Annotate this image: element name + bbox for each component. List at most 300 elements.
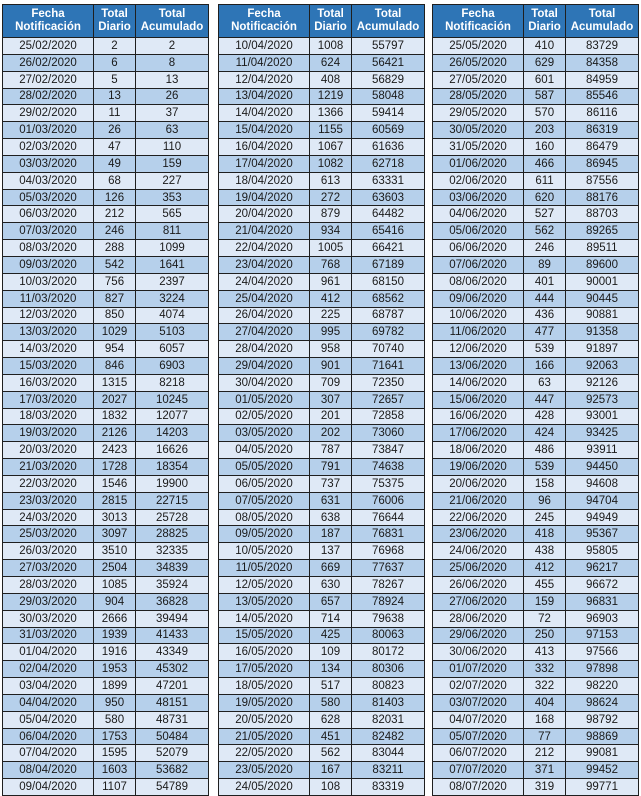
daily-total-cell: 638 <box>310 509 352 526</box>
table-row <box>3 71 209 88</box>
table-row <box>3 374 209 391</box>
cumulative-total-cell: 89511 <box>566 240 639 257</box>
date-cell: 07/07/2020 <box>433 762 524 779</box>
date-cell: 25/06/2020 <box>433 560 524 577</box>
table-row <box>433 307 639 324</box>
daily-total-cell: 288 <box>94 240 136 257</box>
date-cell: 28/05/2020 <box>433 88 524 105</box>
date-cell: 03/03/2020 <box>3 155 94 172</box>
date-cell: 13/06/2020 <box>433 358 524 375</box>
date-cell: 13/03/2020 <box>3 324 94 341</box>
date-cell: 05/03/2020 <box>3 189 94 206</box>
table-row <box>433 105 639 122</box>
table-row <box>219 711 425 728</box>
date-cell: 04/03/2020 <box>3 172 94 189</box>
date-cell: 27/03/2020 <box>3 560 94 577</box>
table-row <box>433 256 639 273</box>
table-row <box>219 172 425 189</box>
daily-total-cell: 332 <box>524 661 566 678</box>
daily-total-cell: 158 <box>524 475 566 492</box>
cumulative-total-cell: 60569 <box>352 122 425 139</box>
daily-total-cell: 89 <box>524 256 566 273</box>
date-cell: 10/03/2020 <box>3 273 94 290</box>
table-row <box>3 694 209 711</box>
cumulative-total-cell: 76831 <box>352 526 425 543</box>
daily-total-cell: 401 <box>524 273 566 290</box>
date-cell: 01/04/2020 <box>3 644 94 661</box>
table-row <box>219 374 425 391</box>
table-row <box>3 745 209 762</box>
table-row <box>219 459 425 476</box>
date-header-line: Fecha <box>247 8 281 20</box>
cumulative-total-cell: 76968 <box>352 543 425 560</box>
daily-total-cell: 202 <box>310 425 352 442</box>
cumulative-total-cell: 95805 <box>566 543 639 560</box>
cumulative-total-cell: 83211 <box>352 762 425 779</box>
table-row <box>3 661 209 678</box>
daily-total-cell: 3097 <box>94 526 136 543</box>
table-row <box>219 189 425 206</box>
table-row <box>219 543 425 560</box>
date-cell: 24/04/2020 <box>219 273 310 290</box>
date-cell: 13/05/2020 <box>219 593 310 610</box>
daily-total-cell: 109 <box>310 644 352 661</box>
daily-total-cell: 2815 <box>94 492 136 509</box>
date-cell: 15/05/2020 <box>219 627 310 644</box>
daily-total-header-line: Total <box>317 8 344 20</box>
cumulative-total-cell: 80306 <box>352 661 425 678</box>
date-cell: 07/03/2020 <box>3 223 94 240</box>
daily-total-cell: 846 <box>94 358 136 375</box>
daily-total-cell: 850 <box>94 307 136 324</box>
daily-total-header <box>310 5 352 38</box>
daily-total-cell: 620 <box>524 189 566 206</box>
table-row <box>219 577 425 594</box>
table-row <box>433 341 639 358</box>
cumulative-total-cell: 92573 <box>566 391 639 408</box>
table-row <box>3 610 209 627</box>
date-cell: 14/06/2020 <box>433 374 524 391</box>
cumulative-total-header-line: Total <box>158 8 186 20</box>
daily-total-cell: 1008 <box>310 38 352 55</box>
date-cell: 25/02/2020 <box>3 38 94 55</box>
cumulative-total-cell: 94704 <box>566 492 639 509</box>
date-cell: 09/04/2020 <box>3 779 94 796</box>
date-header <box>3 5 94 38</box>
cumulative-total-cell: 78924 <box>352 593 425 610</box>
date-cell: 12/05/2020 <box>219 577 310 594</box>
cumulative-total-cell: 227 <box>136 172 209 189</box>
cumulative-total-cell: 98792 <box>566 711 639 728</box>
table-row <box>219 155 425 172</box>
table-row <box>3 290 209 307</box>
daily-total-cell: 246 <box>94 223 136 240</box>
table-row <box>3 122 209 139</box>
table-row <box>219 661 425 678</box>
cumulative-total-cell: 72350 <box>352 374 425 391</box>
table-row <box>3 711 209 728</box>
cumulative-total-cell: 32335 <box>136 543 209 560</box>
table-row <box>433 374 639 391</box>
date-cell: 08/05/2020 <box>219 509 310 526</box>
date-cell: 25/03/2020 <box>3 526 94 543</box>
cumulative-total-cell: 69782 <box>352 324 425 341</box>
daily-total-cell: 562 <box>524 223 566 240</box>
table-row <box>219 526 425 543</box>
cumulative-total-cell: 18354 <box>136 459 209 476</box>
table-row <box>219 762 425 779</box>
cumulative-total-cell: 97566 <box>566 644 639 661</box>
date-cell: 03/06/2020 <box>433 189 524 206</box>
date-cell: 11/06/2020 <box>433 324 524 341</box>
cumulative-total-cell: 52079 <box>136 745 209 762</box>
daily-total-cell: 96 <box>524 492 566 509</box>
date-cell: 27/02/2020 <box>3 71 94 88</box>
data-table-2 <box>218 4 425 796</box>
cumulative-total-cell: 90881 <box>566 307 639 324</box>
daily-total-cell: 570 <box>524 105 566 122</box>
daily-total-cell: 6 <box>94 54 136 71</box>
daily-total-header-line: Diario <box>98 21 131 33</box>
daily-total-cell: 11 <box>94 105 136 122</box>
cumulative-total-cell: 96903 <box>566 610 639 627</box>
table-row <box>219 745 425 762</box>
date-cell: 27/04/2020 <box>219 324 310 341</box>
daily-total-cell: 1029 <box>94 324 136 341</box>
table-row <box>219 324 425 341</box>
daily-total-cell: 137 <box>310 543 352 560</box>
table-row <box>219 442 425 459</box>
table-row <box>219 290 425 307</box>
daily-total-cell: 272 <box>310 189 352 206</box>
daily-total-cell: 160 <box>524 139 566 156</box>
cumulative-total-cell: 8 <box>136 54 209 71</box>
cumulative-total-cell: 64482 <box>352 206 425 223</box>
table-row <box>219 475 425 492</box>
daily-total-cell: 418 <box>524 526 566 543</box>
daily-total-cell: 428 <box>524 408 566 425</box>
date-cell: 21/04/2020 <box>219 223 310 240</box>
cumulative-total-cell: 86945 <box>566 155 639 172</box>
cumulative-total-cell: 53682 <box>136 762 209 779</box>
daily-total-cell: 212 <box>94 206 136 223</box>
date-cell: 12/06/2020 <box>433 341 524 358</box>
cumulative-total-cell: 86479 <box>566 139 639 156</box>
date-cell: 21/05/2020 <box>219 728 310 745</box>
date-cell: 29/04/2020 <box>219 358 310 375</box>
daily-total-cell: 950 <box>94 694 136 711</box>
cumulative-total-cell: 353 <box>136 189 209 206</box>
table-row <box>3 240 209 257</box>
daily-total-cell: 245 <box>524 509 566 526</box>
daily-total-cell: 108 <box>310 779 352 796</box>
table-row <box>3 526 209 543</box>
daily-total-cell: 167 <box>310 762 352 779</box>
daily-total-cell: 901 <box>310 358 352 375</box>
date-cell: 17/06/2020 <box>433 425 524 442</box>
date-cell: 30/04/2020 <box>219 374 310 391</box>
table-row <box>3 425 209 442</box>
cumulative-total-cell: 76644 <box>352 509 425 526</box>
date-header-line: Notificación <box>445 21 511 33</box>
date-cell: 27/06/2020 <box>433 593 524 610</box>
table-row <box>3 593 209 610</box>
cumulative-total-cell: 14203 <box>136 425 209 442</box>
cumulative-total-cell: 80823 <box>352 678 425 695</box>
date-cell: 22/04/2020 <box>219 240 310 257</box>
date-cell: 30/05/2020 <box>433 122 524 139</box>
cumulative-total-cell: 159 <box>136 155 209 172</box>
table-row <box>3 38 209 55</box>
table-row <box>433 122 639 139</box>
date-cell: 12/04/2020 <box>219 71 310 88</box>
table-row <box>3 54 209 71</box>
cumulative-total-cell: 70740 <box>352 341 425 358</box>
date-cell: 16/03/2020 <box>3 374 94 391</box>
cumulative-total-cell: 88703 <box>566 206 639 223</box>
cumulative-total-cell: 98220 <box>566 678 639 695</box>
table-row <box>219 88 425 105</box>
date-cell: 23/06/2020 <box>433 526 524 543</box>
table-row <box>433 290 639 307</box>
daily-total-cell: 958 <box>310 341 352 358</box>
cumulative-total-cell: 63331 <box>352 172 425 189</box>
table-row <box>433 644 639 661</box>
table-row <box>219 728 425 745</box>
daily-total-cell: 187 <box>310 526 352 543</box>
daily-total-cell: 1546 <box>94 475 136 492</box>
cumulative-total-cell: 83729 <box>566 38 639 55</box>
date-cell: 15/06/2020 <box>433 391 524 408</box>
cumulative-total-cell: 8218 <box>136 374 209 391</box>
table-row <box>433 678 639 695</box>
table-row <box>433 358 639 375</box>
table-row <box>433 324 639 341</box>
date-header-line: Fecha <box>31 8 65 20</box>
table-row <box>3 358 209 375</box>
daily-total-cell: 68 <box>94 172 136 189</box>
table-row <box>433 627 639 644</box>
date-cell: 26/04/2020 <box>219 307 310 324</box>
cumulative-total-cell: 4074 <box>136 307 209 324</box>
daily-total-cell: 159 <box>524 593 566 610</box>
cumulative-total-cell: 22715 <box>136 492 209 509</box>
table-row <box>219 610 425 627</box>
table-row <box>3 307 209 324</box>
data-table-3 <box>432 4 639 796</box>
table-row <box>3 391 209 408</box>
daily-total-cell: 934 <box>310 223 352 240</box>
table-row <box>433 728 639 745</box>
daily-total-cell: 624 <box>310 54 352 71</box>
table-row <box>219 560 425 577</box>
daily-total-header-line: Diario <box>528 21 561 33</box>
date-cell: 09/05/2020 <box>219 526 310 543</box>
daily-total-cell: 322 <box>524 678 566 695</box>
date-cell: 23/03/2020 <box>3 492 94 509</box>
daily-total-cell: 1219 <box>310 88 352 105</box>
cumulative-total-cell: 99081 <box>566 745 639 762</box>
daily-total-cell: 424 <box>524 425 566 442</box>
cumulative-total-cell: 2397 <box>136 273 209 290</box>
daily-total-cell: 611 <box>524 172 566 189</box>
date-cell: 06/07/2020 <box>433 745 524 762</box>
daily-total-cell: 657 <box>310 593 352 610</box>
daily-total-cell: 1067 <box>310 139 352 156</box>
daily-total-cell: 168 <box>524 711 566 728</box>
daily-total-header <box>524 5 566 38</box>
date-cell: 30/03/2020 <box>3 610 94 627</box>
cumulative-total-cell: 83044 <box>352 745 425 762</box>
table-row <box>3 627 209 644</box>
cumulative-total-cell: 99771 <box>566 779 639 796</box>
cumulative-total-cell: 45302 <box>136 661 209 678</box>
table-row <box>3 88 209 105</box>
cumulative-total-header <box>566 5 639 38</box>
daily-total-header <box>94 5 136 38</box>
daily-total-cell: 714 <box>310 610 352 627</box>
daily-total-cell: 2 <box>94 38 136 55</box>
date-cell: 22/06/2020 <box>433 509 524 526</box>
date-cell: 18/05/2020 <box>219 678 310 695</box>
cumulative-total-cell: 96217 <box>566 560 639 577</box>
date-cell: 19/03/2020 <box>3 425 94 442</box>
daily-total-cell: 1315 <box>94 374 136 391</box>
table-row <box>433 172 639 189</box>
cumulative-total-cell: 43349 <box>136 644 209 661</box>
daily-total-cell: 451 <box>310 728 352 745</box>
cumulative-total-cell: 98624 <box>566 694 639 711</box>
date-cell: 31/05/2020 <box>433 139 524 156</box>
daily-total-cell: 961 <box>310 273 352 290</box>
table-row <box>433 425 639 442</box>
daily-total-cell: 827 <box>94 290 136 307</box>
cumulative-total-cell: 81403 <box>352 694 425 711</box>
date-header <box>219 5 310 38</box>
date-cell: 12/03/2020 <box>3 307 94 324</box>
date-cell: 10/05/2020 <box>219 543 310 560</box>
cumulative-total-cell: 86116 <box>566 105 639 122</box>
header-row <box>3 5 209 38</box>
daily-total-cell: 587 <box>524 88 566 105</box>
table-row <box>433 273 639 290</box>
daily-total-cell: 307 <box>310 391 352 408</box>
cumulative-total-cell: 47201 <box>136 678 209 695</box>
date-cell: 01/05/2020 <box>219 391 310 408</box>
cumulative-total-cell: 1099 <box>136 240 209 257</box>
cumulative-total-cell: 99452 <box>566 762 639 779</box>
cumulative-total-cell: 25728 <box>136 509 209 526</box>
date-cell: 07/04/2020 <box>3 745 94 762</box>
cumulative-total-header-line: Acumulado <box>570 21 634 33</box>
cumulative-total-cell: 16626 <box>136 442 209 459</box>
date-cell: 13/04/2020 <box>219 88 310 105</box>
daily-total-cell: 954 <box>94 341 136 358</box>
cumulative-total-cell: 68562 <box>352 290 425 307</box>
cumulative-total-cell: 94450 <box>566 459 639 476</box>
cumulative-total-cell: 73060 <box>352 425 425 442</box>
date-header-line: Fecha <box>461 8 495 20</box>
daily-total-cell: 756 <box>94 273 136 290</box>
cumulative-total-cell: 83319 <box>352 779 425 796</box>
date-cell: 24/05/2020 <box>219 779 310 796</box>
date-cell: 11/03/2020 <box>3 290 94 307</box>
table-row <box>433 711 639 728</box>
cumulative-total-cell: 39494 <box>136 610 209 627</box>
daily-total-cell: 126 <box>94 189 136 206</box>
date-cell: 01/06/2020 <box>433 155 524 172</box>
date-cell: 23/05/2020 <box>219 762 310 779</box>
table-row <box>433 610 639 627</box>
cumulative-total-cell: 56421 <box>352 54 425 71</box>
daily-total-cell: 26 <box>94 122 136 139</box>
table-row <box>219 307 425 324</box>
daily-total-cell: 3013 <box>94 509 136 526</box>
date-cell: 27/05/2020 <box>433 71 524 88</box>
table-row <box>219 408 425 425</box>
daily-total-cell: 1753 <box>94 728 136 745</box>
table-row <box>219 358 425 375</box>
date-cell: 10/06/2020 <box>433 307 524 324</box>
table-row <box>219 206 425 223</box>
cumulative-total-cell: 94608 <box>566 475 639 492</box>
date-cell: 03/04/2020 <box>3 678 94 695</box>
date-cell: 20/05/2020 <box>219 711 310 728</box>
table-row <box>3 644 209 661</box>
cumulative-total-cell: 91358 <box>566 324 639 341</box>
date-cell: 06/05/2020 <box>219 475 310 492</box>
daily-total-cell: 408 <box>310 71 352 88</box>
daily-total-cell: 455 <box>524 577 566 594</box>
table-row <box>433 71 639 88</box>
table-row <box>219 694 425 711</box>
date-cell: 24/03/2020 <box>3 509 94 526</box>
date-cell: 22/05/2020 <box>219 745 310 762</box>
daily-total-cell: 1916 <box>94 644 136 661</box>
table-row <box>433 694 639 711</box>
daily-total-cell: 1085 <box>94 577 136 594</box>
date-cell: 09/03/2020 <box>3 256 94 273</box>
table-row <box>433 240 639 257</box>
date-cell: 07/06/2020 <box>433 256 524 273</box>
daily-total-header-line: Diario <box>314 21 347 33</box>
table-row <box>433 779 639 796</box>
daily-total-cell: 709 <box>310 374 352 391</box>
daily-total-cell: 212 <box>524 745 566 762</box>
daily-total-cell: 601 <box>524 71 566 88</box>
daily-total-cell: 477 <box>524 324 566 341</box>
date-cell: 03/05/2020 <box>219 425 310 442</box>
cumulative-total-cell: 10245 <box>136 391 209 408</box>
date-cell: 08/03/2020 <box>3 240 94 257</box>
data-table-1 <box>2 4 209 796</box>
cumulative-total-cell: 78267 <box>352 577 425 594</box>
daily-total-cell: 466 <box>524 155 566 172</box>
table-row <box>3 223 209 240</box>
date-cell: 29/02/2020 <box>3 105 94 122</box>
table-row <box>433 223 639 240</box>
table-row <box>433 526 639 543</box>
table-row <box>219 71 425 88</box>
date-cell: 05/04/2020 <box>3 711 94 728</box>
daily-total-cell: 1595 <box>94 745 136 762</box>
daily-total-cell: 486 <box>524 442 566 459</box>
daily-total-cell: 412 <box>310 290 352 307</box>
daily-total-cell: 628 <box>310 711 352 728</box>
table-row <box>219 240 425 257</box>
cumulative-total-cell: 93001 <box>566 408 639 425</box>
daily-total-cell: 3510 <box>94 543 136 560</box>
